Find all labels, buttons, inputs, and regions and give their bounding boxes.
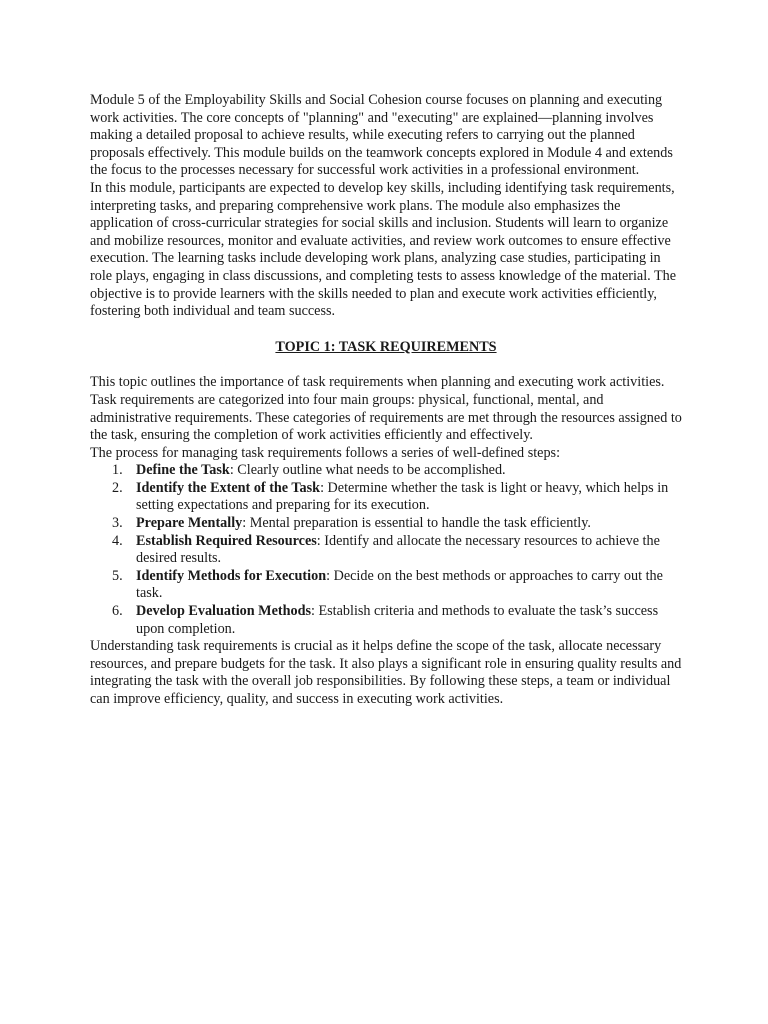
topic-heading: TOPIC 1: TASK REQUIREMENTS [275,338,497,355]
list-item-title: Identify the Extent of the Task [136,479,321,496]
list-item-number: 3. [112,515,123,532]
list-item [90,515,682,533]
topic-paragraph-1: This topic outlines the importance of task requirements when planning and executing work activities. Task requirements are categorized into four main groups: physical, functional, mental, and administrative requirements. These categories of requirements are met through the resources assigned to the task, ensuring the completion of work activities efficiently and effectively. [90,374,682,444]
list-item [90,462,682,480]
list-item-number: 1. [112,462,123,479]
list-item-text: : Mental preparation is essential to handle the task efficiently. [242,515,591,532]
topic-paragraph-2: The process for managing task requirements follows a series of well-defined steps: [90,444,561,461]
topic-paragraph-3: Understanding task requirements is crucial as it helps define the scope of the task, allocate necessary resources, and prepare budgets for the task. It also plays a significant role in ensuring quality results and integrating the task with the overall job responsibilities. By following these steps, a team or individual can improve efficiency, quality, and success in executing work activities. [90,638,682,707]
list-item-title: Prepare Mentally [136,515,243,532]
list-item-title: Define the Task [136,462,230,479]
list-item [90,533,682,568]
list-item-text: : Identify and allocate the necessary resources to achieve the desired results. [136,532,660,567]
list-item-text: : Establish criteria and methods to evaluate the task’s success upon completion. [136,603,659,637]
list-item-title: Establish Required Resources [136,532,317,549]
list-item-text: : Decide on the best methods or approaches to carry out the task. [136,567,663,602]
list-item [90,480,682,515]
list-item-number: 6. [112,603,123,620]
list-item-number: 4. [112,532,123,549]
document-page [90,92,682,709]
list-item-text: : Determine whether the task is light or heavy, which helps in setting expectations and preparing for its execution. [136,479,669,514]
list-item-title: Develop Evaluation Methods [136,603,311,620]
list-item [90,568,682,603]
intro-paragraph-2: In this module, participants are expected to develop key skills, including identifying task requirements, interpreting tasks, and preparing comprehensive work plans. The module also emphasizes the application of cross-curricular strategies for social skills and inclusion. Students will learn to organize and mobilize resources, monitor and evaluate activities, and review work outcomes to ensure effective execution. The learning tasks include developing work plans, analyzing case studies, participating in role plays, engaging in class discussions, and completing tests to assess knowledge of the material. The objective is to provide learners with the skills needed to plan and execute work activities efficiently, fostering both individual and team success. [90,179,677,320]
list-item-title: Identify Methods for Execution [136,567,327,584]
list-item-text: : Clearly outline what needs to be accomplished. [229,462,506,479]
intro-paragraph-1: Module 5 of the Employability Skills and Social Cohesion course focuses on planning and executing work activities. The core concepts of "planning" and "executing" are explained—planning involves making a detailed proposal to achieve results, while executing refers to carrying out the planned proposals effectively. This module builds on the teamwork concepts explored in Module 4 and extends the focus to the processes necessary for successful work activities in a professional environment. [90,92,673,179]
list-item [90,603,682,638]
list-item-number: 2. [112,479,123,496]
list-item-number: 5. [112,567,123,584]
steps-list [90,462,682,638]
